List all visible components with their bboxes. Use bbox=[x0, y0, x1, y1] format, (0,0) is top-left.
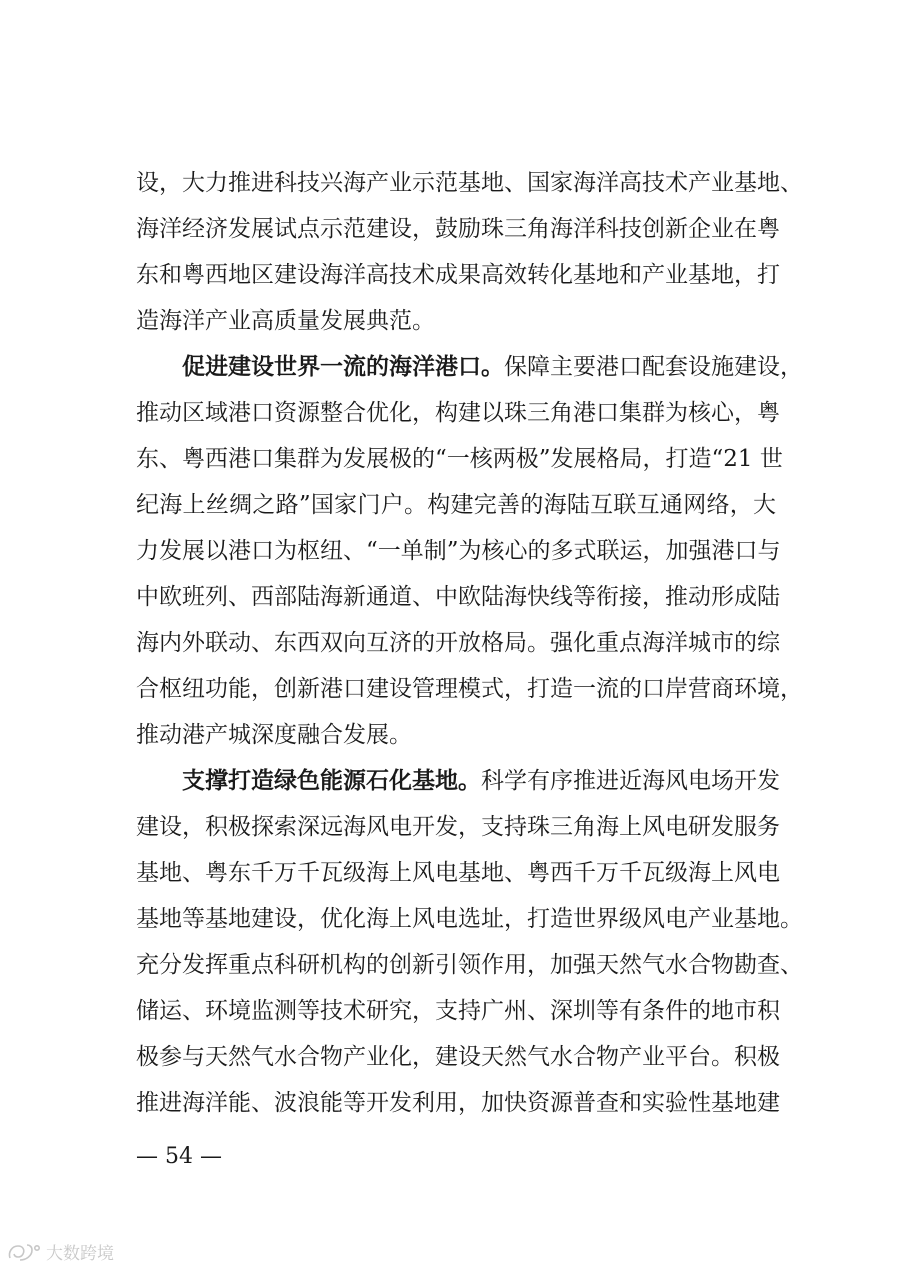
page-number: — 54 — bbox=[136, 1144, 222, 1169]
paragraph-lead-heading: 促进建设世界一流的海洋港口。 bbox=[182, 353, 504, 380]
paragraph bbox=[136, 344, 803, 758]
paragraph-lead-heading: 支撑打造绿色能源石化基地。 bbox=[182, 767, 481, 794]
text-line: 建设，积极探索深远海风电开发，支持珠三角海上风电研发服务 bbox=[136, 814, 780, 840]
text-line: 设，大力推进科技兴海产业示范基地、国家海洋高技术产业基地、 bbox=[136, 170, 803, 196]
text-line: 推进海洋能、波浪能等开发利用，加快资源普查和实验性基地建 bbox=[136, 1090, 780, 1116]
text-line: 纪海上丝绸之路”国家门户。构建完善的海陆互联互通网络，大 bbox=[136, 492, 776, 518]
text-line: 充分发挥重点科研机构的创新引领作用，加强天然气水合物勘查、 bbox=[136, 952, 803, 978]
paragraph bbox=[136, 160, 803, 344]
text-run: 科学有序推进近海风电场开发 bbox=[481, 768, 780, 794]
text-line: 储运、环境监测等技术研究，支持广州、深圳等有条件的地市积 bbox=[136, 998, 780, 1024]
text-line: 中欧班列、西部陆海新通道、中欧陆海快线等衔接，推动形成陆 bbox=[136, 584, 780, 610]
text-run: 保障主要港口配套设施建设， bbox=[504, 354, 803, 380]
text-line: 基地、粤东千万千瓦级海上风电基地、粤西千万千瓦级海上风电 bbox=[136, 860, 780, 886]
svg-text:大数跨境: 大数跨境 bbox=[46, 1244, 114, 1264]
text-line: 力发展以港口为枢纽、“一单制”为核心的多式联运，加强港口与 bbox=[136, 538, 781, 564]
text-line: 海洋经济发展试点示范建设，鼓励珠三角海洋科技创新企业在粤 bbox=[136, 216, 780, 242]
text-line: 推动港产城深度融合发展。 bbox=[136, 722, 412, 748]
text-line bbox=[136, 344, 803, 390]
text-line: 极参与天然气水合物产业化，建设天然气水合物产业平台。积极 bbox=[136, 1044, 780, 1070]
text-line: 海内外联动、东西双向互济的开放格局。强化重点海洋城市的综 bbox=[136, 630, 780, 656]
watermark bbox=[6, 1240, 118, 1266]
text-line bbox=[136, 758, 780, 804]
paragraph bbox=[136, 758, 803, 1126]
text-line: 东和粤西地区建设海洋高技术成果高效转化基地和产业基地，打 bbox=[136, 262, 780, 288]
brand-logo-icon bbox=[6, 1240, 118, 1266]
document-body bbox=[136, 160, 803, 1126]
text-line: 造海洋产业高质量发展典范。 bbox=[136, 308, 435, 334]
text-line: 基地等基地建设，优化海上风电选址，打造世界级风电产业基地。 bbox=[136, 906, 803, 932]
text-line: 合枢纽功能，创新港口建设管理模式，打造一流的口岸营商环境， bbox=[136, 676, 803, 702]
text-line: 推动区域港口资源整合优化，构建以珠三角港口集群为核心，粤 bbox=[136, 400, 780, 426]
text-line: 东、粤西港口集群为发展极的“一核两极”发展格局，打造“21 世 bbox=[136, 446, 783, 472]
